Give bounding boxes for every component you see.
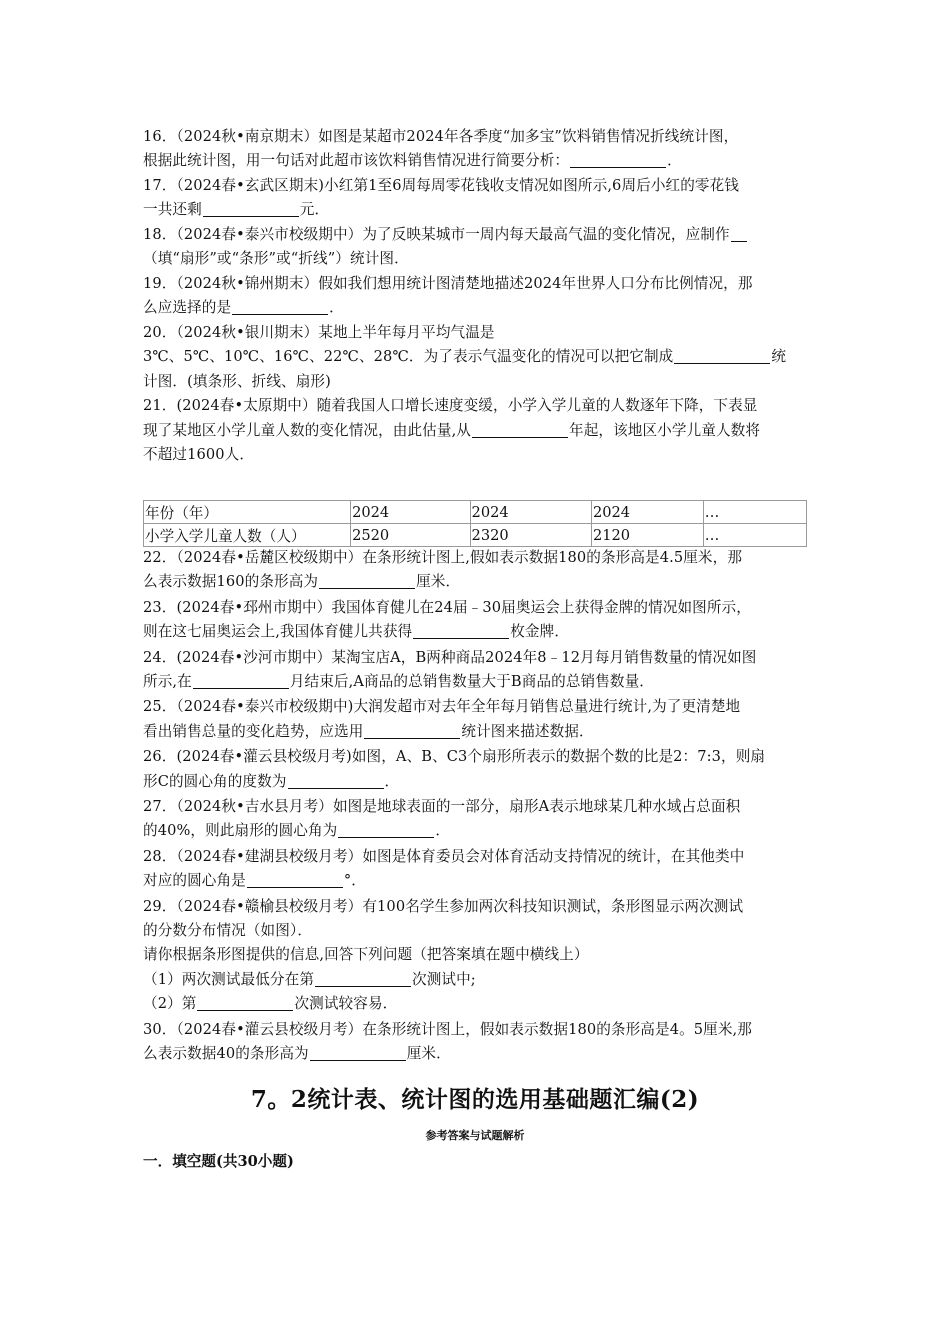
question-line	[143, 970, 476, 990]
table-cell: 2320	[470, 524, 591, 547]
table-cell: …	[703, 524, 806, 547]
answer-blank[interactable]	[247, 873, 343, 888]
question-line	[143, 548, 742, 568]
question-line	[143, 598, 751, 618]
question-line	[143, 622, 569, 642]
question-line	[143, 945, 589, 965]
question-text: 26．(2024春•灌云县校级月考)如图，A、B、C3个扇形所表示的数据个数的比是2：7:3，则扇	[143, 748, 766, 766]
question-line	[143, 323, 495, 343]
question-text: 年起，该地区小学儿童人数将	[569, 421, 761, 439]
question-line	[143, 249, 409, 269]
question-line	[143, 127, 738, 147]
question-text: 则在这七届奥运会上,我国体育健儿共获得	[143, 623, 413, 641]
question-text: 27．（2024秋•吉水县月考）如图是地球表面的一部分，扇形A表示地球某几种水域占总面积	[143, 798, 741, 815]
table-row	[144, 501, 807, 524]
question-text: 统计图来描述数据．	[461, 722, 594, 740]
question-text: 30．（2024春•灌云县校级月考）在条形统计图上，假如表示数据180的条形高是4。5厘米,那	[143, 1020, 752, 1038]
population-table	[143, 500, 807, 547]
answer-blank[interactable]	[472, 423, 568, 438]
question-text: 枚金牌．	[510, 623, 570, 641]
question-text: 次测试较容易．	[294, 995, 398, 1013]
question-text: 请你根据条形图提供的信息,回答下列问题（把答案填在题中横线上）	[143, 946, 589, 964]
answer-blank[interactable]	[310, 1046, 406, 1061]
question-line	[143, 672, 654, 692]
question-text: 对应的圆心角是	[143, 872, 246, 890]
question-text: （填“扇形”或“条形”或“折线”）统计图．	[143, 250, 409, 268]
question-text: 21．(2024春•太原期中）随着我国人口增长速度变缓，小学入学儿童的人数逐年下降，下表显	[143, 397, 758, 415]
question-line	[143, 648, 756, 668]
question-line	[143, 821, 450, 841]
question-line	[143, 572, 460, 592]
answer-blank[interactable]	[193, 674, 289, 689]
question-text: 么表示数据40的条形高为	[143, 1045, 309, 1062]
answer-blank[interactable]	[570, 153, 666, 168]
question-text: °．	[343, 872, 366, 890]
question-line	[143, 372, 331, 392]
section-heading: 一．填空题(共30小题)	[143, 1153, 294, 1170]
page-subtitle: 参考答案与试题解析	[425, 1129, 525, 1142]
question-text: 16．（2024秋•南京期末）如图是某超市2024年各季度“加多宝”饮料销售情况折线统计图，	[143, 128, 739, 145]
question-line	[143, 445, 254, 465]
question-line	[143, 847, 744, 867]
answer-blank[interactable]	[674, 349, 770, 364]
question-line	[143, 347, 786, 367]
question-line	[143, 151, 682, 171]
question-line	[143, 897, 743, 917]
question-line	[143, 200, 329, 220]
table-cell: 小学入学儿童人数（人）	[144, 524, 351, 547]
answer-blank[interactable]	[319, 574, 415, 589]
question-line	[143, 1044, 451, 1064]
question-line	[143, 1020, 752, 1040]
answer-blank[interactable]	[731, 227, 747, 242]
answer-blank[interactable]	[338, 823, 434, 838]
question-text: 23．(2024春•邳州市期中）我国体育健儿在24届﹣30届奥运会上获得金牌的情况如图所示，	[143, 598, 751, 616]
question-line	[143, 722, 594, 742]
table-cell: 2024	[351, 501, 470, 524]
question-text: 现了某地区小学儿童人数的变化情况，由此估量,从	[143, 421, 472, 439]
question-text: 29．（2024春•赣榆县校级月考）有100名学生参加两次科技知识测试，条形图显示两次测试	[143, 897, 744, 915]
question-text: 24．(2024春•沙河市期中）某淘宝店A，B两种商品2024年8﹣12月每月销售数量的情况如图	[143, 648, 757, 666]
answer-blank[interactable]	[315, 972, 411, 987]
question-text: 月结束后,A商品的总销售数量大于B商品的总销售数量．	[289, 673, 654, 690]
question-text: ．	[435, 822, 451, 840]
table-cell: 2024	[591, 501, 703, 524]
question-text: 么表示数据160的条形高为	[143, 573, 319, 591]
question-text: 么应选择的是	[143, 299, 232, 317]
question-line	[143, 747, 765, 767]
question-text: 所示,在	[143, 673, 192, 690]
question-text: （2）第	[143, 995, 197, 1013]
table-cell: 2520	[351, 524, 470, 547]
question-line	[143, 871, 366, 891]
table-row	[144, 524, 807, 547]
question-text: 的分数分布情况（如图）．	[143, 922, 313, 939]
question-text: ．	[329, 299, 344, 317]
question-text: 不超过1600人．	[143, 446, 255, 464]
question-text: （1）两次测试最低分在第	[143, 970, 315, 988]
question-line	[143, 994, 397, 1014]
question-text: 28．（2024春•建湖县校级月考）如图是体育委员会对体育活动支持情况的统计，在其他类中	[143, 847, 745, 865]
question-text: 厘米．	[406, 1045, 451, 1062]
question-line	[143, 421, 760, 441]
question-text: 19．（2024秋•锦州期末）假如我们想用统计图清楚地描述2024年世界人口分布比例情况，那	[143, 275, 753, 292]
question-line	[143, 921, 312, 941]
answer-blank[interactable]	[232, 300, 328, 315]
question-line	[143, 274, 753, 294]
question-text: 根据此统计图，用一句话对此超市该饮料销售情况进行简要分析：	[143, 152, 570, 170]
question-text: 22．（2024春•岳麓区校级期中）在条形统计图上,假如表示数据180的条形高是4.5厘米，那	[143, 549, 743, 566]
question-line	[143, 298, 344, 318]
question-text: 18．（2024春•泰兴市校级期中）为了反映某城市一周内每天最高气温的变化情况，应制作	[143, 226, 730, 243]
question-text: 的40%，则此扇形的圆心角为	[143, 822, 338, 840]
question-line	[143, 225, 748, 245]
question-text: 计图．(填条形、折线、扇形)	[143, 372, 331, 390]
question-text: 次测试中;	[412, 970, 476, 988]
table-cell: 2024	[470, 501, 591, 524]
question-line	[143, 797, 740, 817]
answer-blank[interactable]	[364, 724, 460, 739]
question-text: 3℃、5℃、10℃、16℃、22℃、28℃．为了表示气温变化的情况可以把它制成	[143, 348, 674, 366]
question-text: 统	[771, 348, 787, 366]
table-cell: …	[703, 501, 806, 524]
question-text: ．	[384, 772, 400, 790]
answer-blank[interactable]	[197, 996, 293, 1011]
question-line	[143, 396, 757, 416]
question-line	[143, 697, 740, 717]
question-text: ．	[667, 152, 682, 170]
page-title: 7。2统计表、统计图的选用基础题汇编(2)	[250, 1086, 700, 1113]
question-text: 元．	[299, 201, 330, 219]
question-text: 厘米．	[416, 573, 461, 591]
question-text: 形C的圆心角的度数为	[143, 772, 287, 790]
answer-blank[interactable]	[203, 202, 299, 217]
question-text: 17．（2024春•玄武区期末)小红第1至6周每周零花钱收支情况如图所示,6周后小红的零花钱	[143, 177, 739, 194]
question-text: 20．（2024秋•银川期末）某地上半年每月平均气温是	[143, 324, 495, 341]
question-text: 一共还剩	[143, 201, 202, 219]
answer-blank[interactable]	[413, 624, 509, 639]
question-text: 看出销售总量的变化趋势，应选用	[143, 722, 364, 740]
question-text: 25．（2024春•泰兴市校级期中)大润发超市对去年全年每月销售总量进行统计,为了更清楚地	[143, 698, 741, 716]
table-cell: 2120	[591, 524, 703, 547]
answer-blank[interactable]	[288, 774, 384, 789]
question-line	[143, 772, 399, 792]
table-cell: 年份（年）	[144, 501, 351, 524]
question-line	[143, 176, 739, 196]
